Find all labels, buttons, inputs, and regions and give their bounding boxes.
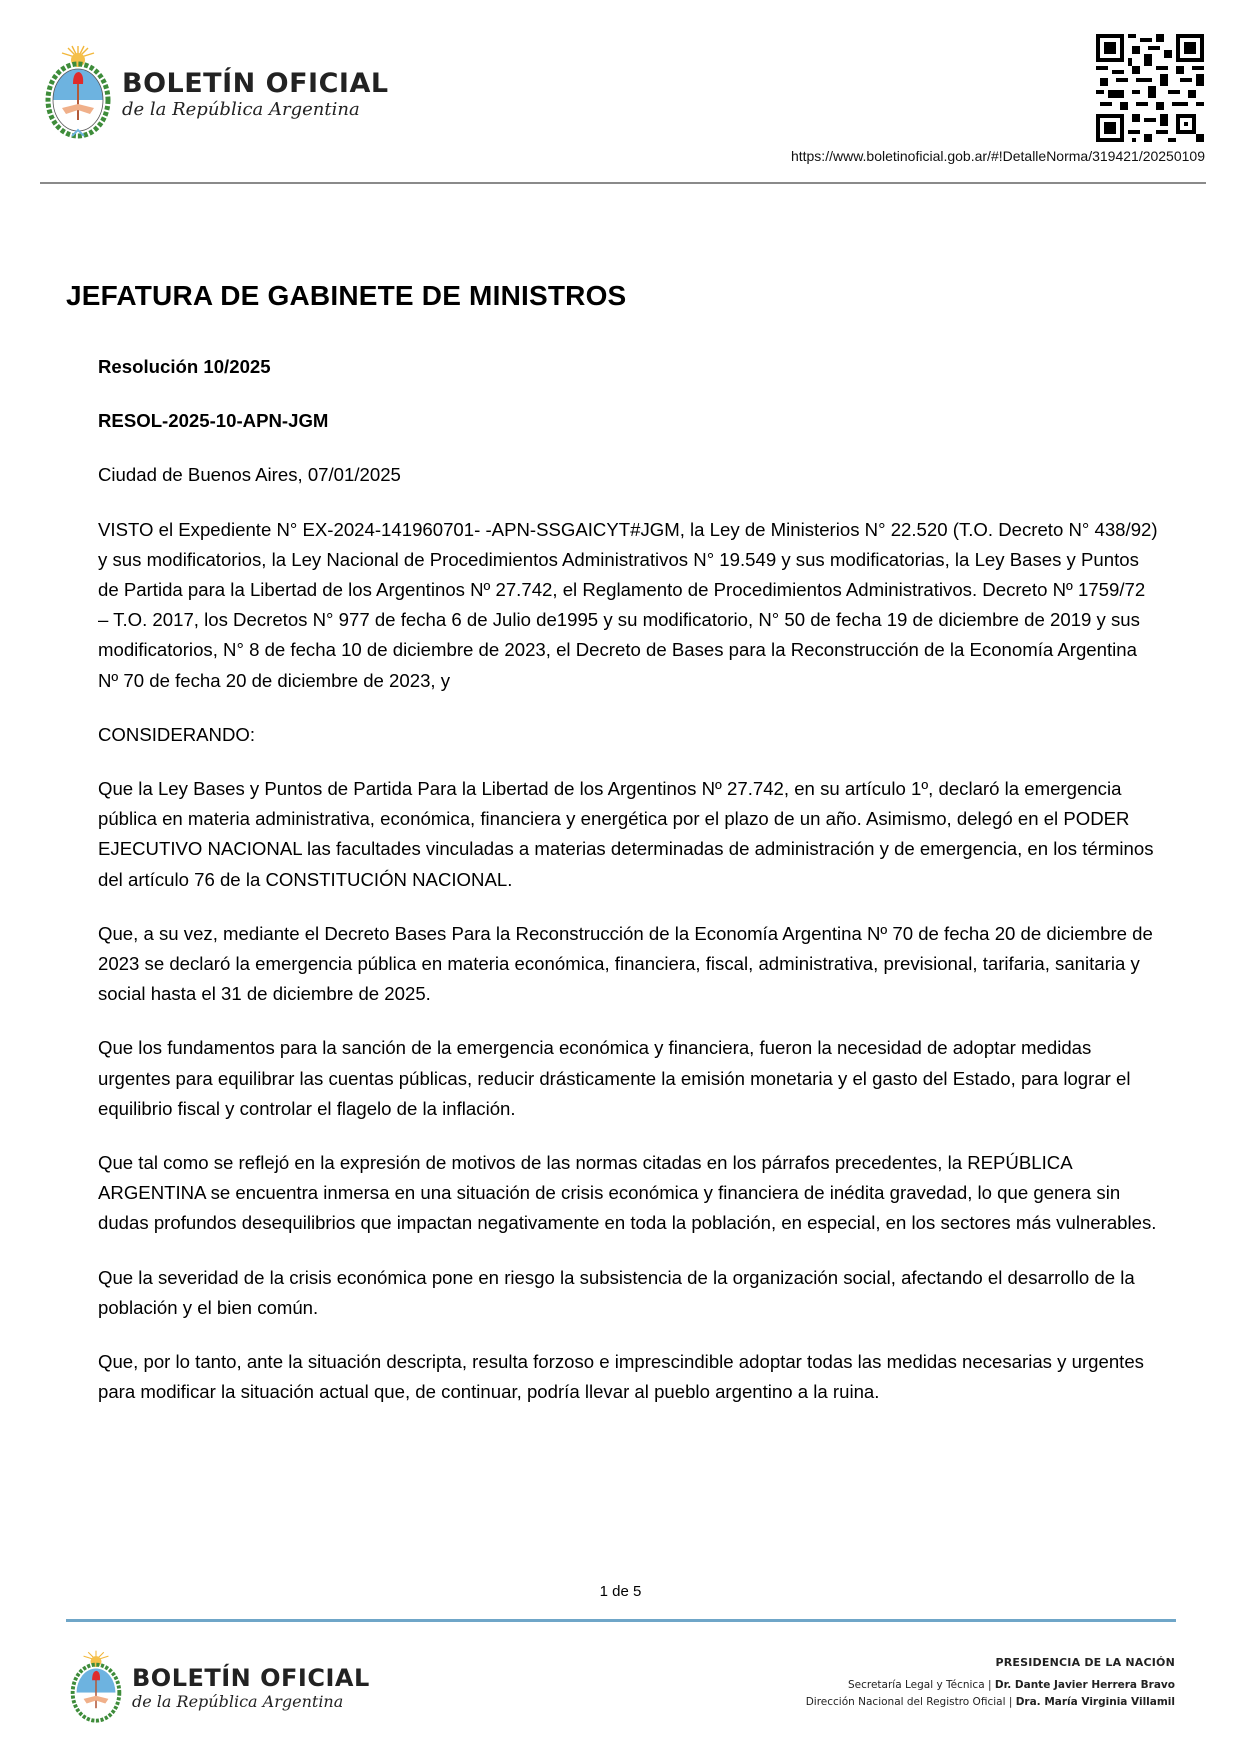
page-number: 1 de 5 bbox=[599, 1583, 642, 1600]
considerando-label: CONSIDERANDO: bbox=[98, 723, 256, 745]
header-divider bbox=[40, 182, 1206, 184]
coat-of-arms-icon bbox=[42, 44, 114, 144]
direccion-org: Dirección Nacional del Registro Oficial | bbox=[805, 1696, 1016, 1708]
presidencia-label: PRESIDENCIA DE LA NACIÓN bbox=[995, 1656, 1175, 1669]
coat-of-arms-icon bbox=[68, 1648, 124, 1728]
footer-boletin-logo bbox=[68, 1648, 370, 1728]
agency-title: JEFATURA DE GABINETE DE MINISTROS bbox=[66, 280, 627, 311]
logo-subtitle: de la República Argentina bbox=[122, 98, 360, 120]
considerando-paragraph: Que tal como se reflejó en la expresión de motivos de las normas citadas en los párrafos precedentes, la REPÚBLICA ARGENTINA se encuentra inmersa en una situación de crisis económica y financiera de inédita gravedad, lo que genera sin dudas profundos desequilibrios que impactan negativamente en toda la población, en especial, en los sectores más vulnerables. bbox=[98, 1152, 1157, 1234]
considerando-paragraph: Que, a su vez, mediante el Decreto Bases Para la Reconstrucción de la Economía Argentina Nº 70 de fecha 20 de diciembre de 2023 se declaró la emergencia pública en materia económica, financiera, fiscal, administrativa, previsional, tarifaria, sanitaria y social hasta el 31 de diciembre de 2025. bbox=[98, 922, 1153, 1005]
place-date: Ciudad de Buenos Aires, 07/01/2025 bbox=[98, 464, 401, 486]
footer-divider bbox=[66, 1619, 1176, 1622]
document-url[interactable]: https://www.boletinoficial.gob.ar/#!DetalleNorma/319421/20250109 bbox=[790, 148, 1205, 164]
direccion-line bbox=[806, 1696, 1175, 1708]
footer-credits bbox=[806, 1656, 1175, 1713]
document-body bbox=[98, 352, 1158, 1431]
considerando-paragraph: Que los fundamentos para la sanción de la emergencia económica y financiera, fueron la necesidad de adoptar medidas urgentes para equilibrar las cuentas públicas, reducir drásticamente la emisión monetaria y el gasto del Estado, para lograr el equilibrio fiscal y controlar el flagelo de la inflación. bbox=[98, 1037, 1131, 1119]
resolution-number: Resolución 10/2025 bbox=[98, 356, 271, 377]
secretaria-name: Dr. Dante Javier Herrera Bravo bbox=[994, 1679, 1175, 1691]
considerando-paragraph: Que la Ley Bases y Puntos de Partida Para la Libertad de los Argentinos Nº 27.742, en su artículo 1º, declaró la emergencia pública en materia administrativa, económica, financiera y energética por el plazo de un año. Asimismo, delegó en el PODER EJECUTIVO NACIONAL las facultades vinculadas a materias determinadas de administración y de emergencia, en los términos del artículo 76 de la CONSTITUCIÓN NACIONAL. bbox=[98, 778, 1154, 890]
qr-code-icon[interactable] bbox=[1096, 34, 1204, 142]
considerando-paragraph: Que la severidad de la crisis económica pone en riesgo la subsistencia de la organización social, afectando el desarrollo de la población y el bien común. bbox=[98, 1266, 1135, 1318]
resolution-code: RESOL-2025-10-APN-JGM bbox=[98, 410, 329, 432]
secretaria-line bbox=[806, 1679, 1175, 1691]
logo-title: BOLETÍN OFICIAL bbox=[132, 1664, 370, 1692]
boletin-logo bbox=[42, 44, 389, 144]
considerando-paragraph: Que, por lo tanto, ante la situación descripta, resulta forzoso e imprescindible adoptar todas las medidas necesarias y urgentes para modificar la situación actual que, de continuar, podría llevar al pueblo argentino a la ruina. bbox=[98, 1351, 1144, 1403]
direccion-name: Dra. María Virginia Villamil bbox=[1015, 1696, 1175, 1708]
page-header bbox=[0, 0, 1241, 190]
logo-title: BOLETÍN OFICIAL bbox=[122, 67, 389, 99]
secretaria-org: Secretaría Legal y Técnica | bbox=[847, 1679, 995, 1691]
logo-subtitle: de la República Argentina bbox=[132, 1692, 344, 1711]
visto-paragraph: VISTO el Expediente N° EX-2024-141960701- -APN-SSGAICYT#JGM, la Ley de Ministerios N° 22.520 (T.O. Decreto N° 438/92) y sus modificatorios, la Ley Nacional de Procedimientos Administrativos N° 19.549 y sus modificatorias, la Ley Bases y Puntos de Partida para la Libertad de los Argentinos Nº 27.742, el Reglamento de Procedimientos Administrativos. Decreto Nº 1759/72 – T.O. 2017, los Decretos N° 977 de fecha 6 de Julio de1995 y su modificatorio, N° 50 de fecha 19 de diciembre de 2019 y sus modificatorios, N° 8 de fecha 10 de diciembre de 2023, el Decreto de Bases para la Reconstrucción de la Economía Argentina Nº 70 de fecha 20 de diciembre de 2023, y bbox=[98, 518, 1158, 691]
